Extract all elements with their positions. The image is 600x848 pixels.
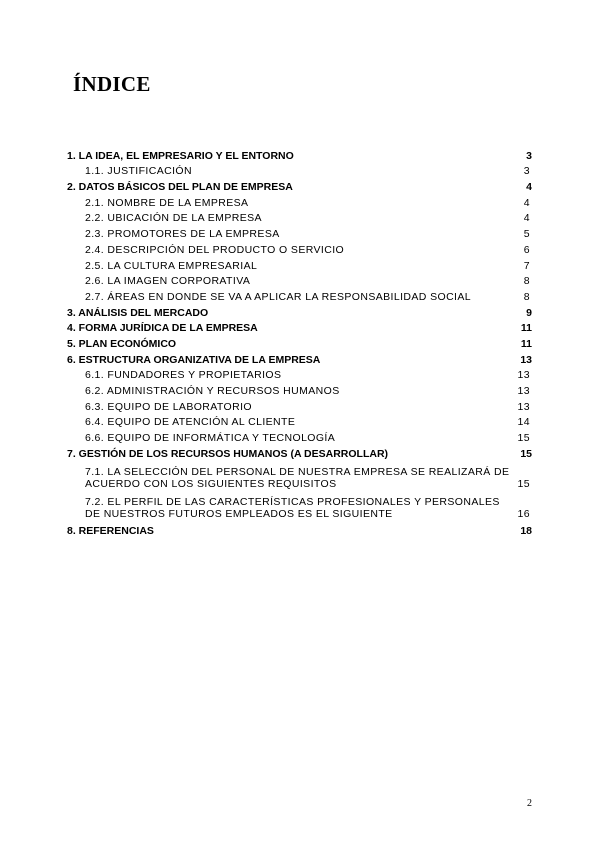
page-number: 2 bbox=[527, 798, 532, 809]
toc-subsection-entry[interactable] bbox=[67, 463, 532, 491]
toc-section-entry[interactable] bbox=[67, 351, 532, 367]
toc-entry-label: 4. FORMA JURÍDICA DE LA EMPRESA bbox=[67, 322, 258, 335]
toc-entry-label: 2.1. NOMBRE DE LA EMPRESA bbox=[85, 196, 249, 209]
toc-entry-page-number: 15 bbox=[517, 477, 530, 490]
toc-entry-label: 7. GESTIÓN DE LOS RECURSOS HUMANOS (A DESARROLLAR) bbox=[67, 447, 389, 460]
toc-entry-page-number: 14 bbox=[517, 416, 530, 429]
toc-entry-label: 2.6. LA IMAGEN CORPORATIVA bbox=[85, 275, 251, 288]
toc-entry-label: 7.2. EL PERFIL DE LAS CARACTERÍSTICAS PROFESIONALES Y PERSONALES DE NUESTROS FUTUROS EMPLEADOS ES EL SIGUIENTE bbox=[85, 495, 500, 521]
toc-entry-page-number: 11 bbox=[520, 337, 532, 350]
toc-entry-page-number: 8 bbox=[523, 275, 530, 288]
toc-section-entry[interactable] bbox=[67, 178, 532, 194]
toc-entry-page-number: 16 bbox=[517, 507, 530, 520]
toc-entry-page-number: 18 bbox=[520, 525, 532, 538]
toc-entry-page-number: 15 bbox=[520, 447, 532, 460]
toc-entry-label: 2.2. UBICACIÓN DE LA EMPRESA bbox=[85, 212, 262, 225]
toc-entry-label: 6.1. FUNDADORES Y PROPIETARIOS bbox=[85, 369, 282, 382]
toc-entry-page-number: 9 bbox=[526, 306, 532, 319]
toc-entry-label: 2.3. PROMOTORES DE LA EMPRESA bbox=[85, 228, 280, 241]
toc-entry-page-number: 3 bbox=[523, 165, 530, 178]
toc-entry-label: 1. LA IDEA, EL EMPRESARIO Y EL ENTORNO bbox=[67, 149, 294, 162]
toc-entry-label: 2. DATOS BÁSICOS DEL PLAN DE EMPRESA bbox=[67, 181, 293, 194]
toc-section-entry[interactable] bbox=[67, 304, 532, 320]
toc-subsection-entry[interactable] bbox=[67, 429, 532, 445]
toc-entry-label: 3. ANÁLISIS DEL MERCADO bbox=[67, 306, 209, 319]
toc-section-entry[interactable] bbox=[67, 445, 532, 461]
toc-subsection-entry[interactable] bbox=[67, 163, 532, 179]
toc-subsection-entry[interactable] bbox=[67, 241, 532, 257]
toc-subsection-entry[interactable] bbox=[67, 210, 532, 226]
toc-subsection-entry[interactable] bbox=[67, 194, 532, 210]
toc-subsection-entry[interactable] bbox=[67, 398, 532, 414]
toc-entry-label: 6.4. EQUIPO DE ATENCIÓN AL CLIENTE bbox=[85, 416, 296, 429]
toc-subsection-entry[interactable] bbox=[67, 288, 532, 304]
toc-entry-page-number: 13 bbox=[517, 385, 530, 397]
toc-entry-label: 1.1. JUSTIFICACIÓN bbox=[85, 165, 192, 178]
toc-section-entry[interactable] bbox=[67, 523, 532, 539]
toc-subsection-entry[interactable] bbox=[67, 493, 532, 521]
toc-entry-page-number: 13 bbox=[517, 400, 530, 413]
toc-subsection-entry[interactable] bbox=[67, 273, 532, 289]
toc-subsection-entry[interactable] bbox=[67, 367, 532, 383]
toc-entry-label: 7.1. LA SELECCIÓN DEL PERSONAL DE NUESTRA EMPRESA SE REALIZARÁ DE ACUERDO CON LOS SIGUIENTES REQUISITOS bbox=[85, 465, 510, 491]
toc-section-entry[interactable] bbox=[67, 320, 532, 336]
toc-entry-label: 2.5. LA CULTURA EMPRESARIAL bbox=[85, 259, 258, 272]
toc-subsection-entry[interactable] bbox=[67, 225, 532, 241]
toc-entry-page-number: 13 bbox=[517, 369, 530, 382]
toc-entry-label: 6. ESTRUCTURA ORGANIZATIVA DE LA EMPRESA bbox=[67, 353, 321, 366]
toc-entry-page-number: 13 bbox=[520, 353, 532, 366]
toc-entry-label: 2.7. ÁREAS EN DONDE SE VA A APLICAR LA RESPONSABILIDAD SOCIAL bbox=[85, 290, 472, 303]
toc-entry-label: 2.4. DESCRIPCIÓN DEL PRODUCTO O SERVICIO bbox=[85, 243, 345, 256]
toc-entry-label: 6.3. EQUIPO DE LABORATORIO bbox=[85, 400, 252, 413]
toc-subsection-entry[interactable] bbox=[67, 257, 532, 273]
toc-entry-label: 8. REFERENCIAS bbox=[67, 525, 154, 538]
toc-entry-label: 6.6. EQUIPO DE INFORMÁTICA Y TECNOLOGÍA bbox=[85, 432, 336, 445]
toc-section-entry[interactable] bbox=[67, 335, 532, 351]
toc-entry-page-number: 4 bbox=[523, 196, 530, 209]
toc-entry-page-number: 4 bbox=[526, 181, 532, 194]
toc-subsection-entry[interactable] bbox=[67, 414, 532, 430]
page-title: ÍNDICE bbox=[73, 72, 151, 96]
toc-entry-page-number: 3 bbox=[526, 149, 532, 162]
toc-entry-page-number: 11 bbox=[520, 322, 532, 335]
toc-entry-label: 5. PLAN ECONÓMICO bbox=[67, 337, 177, 350]
toc-entry-page-number: 8 bbox=[523, 290, 530, 303]
toc-subsection-entry[interactable] bbox=[67, 382, 532, 398]
toc-entry-page-number: 15 bbox=[517, 432, 530, 445]
toc-entry-label: 6.2. ADMINISTRACIÓN Y RECURSOS HUMANOS bbox=[85, 385, 340, 397]
toc-entry-page-number: 6 bbox=[523, 243, 530, 256]
toc-entry-page-number: 5 bbox=[523, 228, 530, 241]
toc-section-entry[interactable] bbox=[67, 147, 532, 163]
toc-entry-page-number: 7 bbox=[523, 259, 530, 272]
toc-entry-page-number: 4 bbox=[523, 212, 530, 225]
table-of-contents bbox=[67, 147, 532, 538]
